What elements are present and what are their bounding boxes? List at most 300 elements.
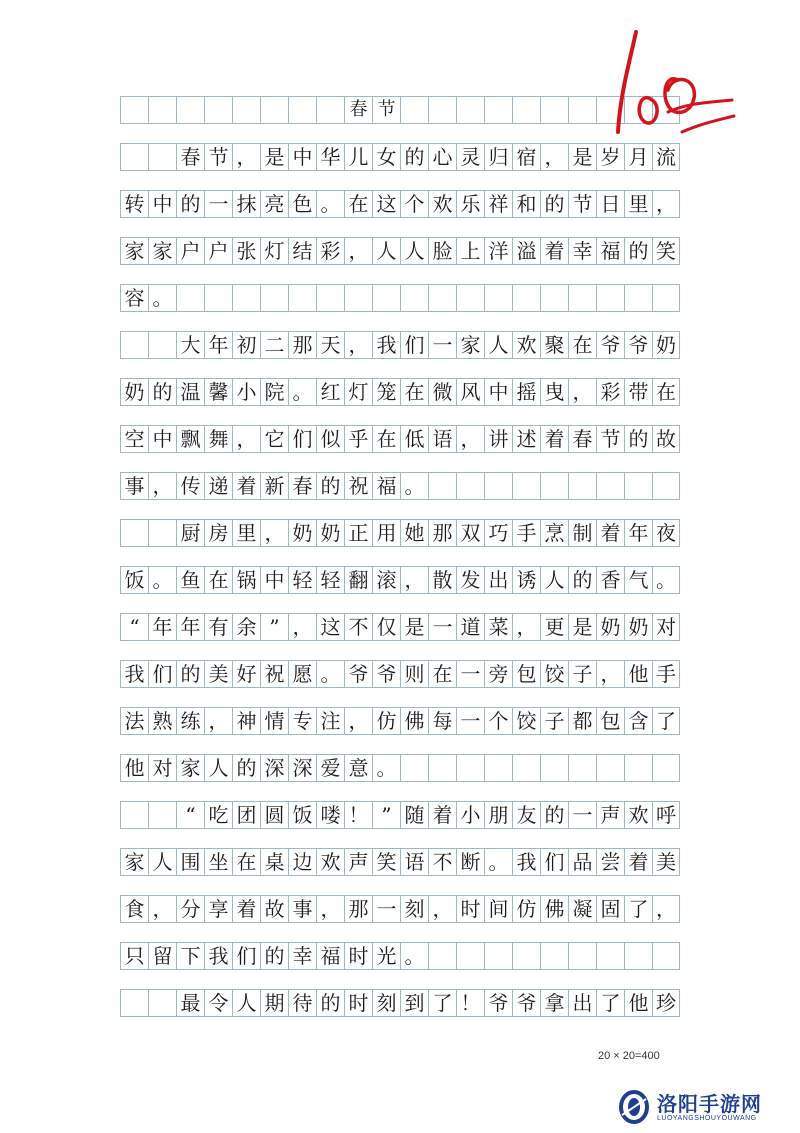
grid-cell: 们 bbox=[288, 425, 316, 453]
grid-cell: 道 bbox=[456, 613, 484, 641]
grid-cell: 祥 bbox=[484, 190, 512, 218]
grid-cell bbox=[624, 284, 652, 312]
grid-cell: 初 bbox=[232, 331, 260, 359]
grid-cell bbox=[428, 96, 456, 124]
grid-cell: 奶 bbox=[596, 613, 624, 641]
grid-cell: 月 bbox=[624, 143, 652, 171]
grid-cell: 我 bbox=[512, 848, 540, 876]
grid-cell: 家 bbox=[148, 237, 176, 265]
grid-cell: 了 bbox=[652, 707, 680, 735]
grid-cell: 舞 bbox=[204, 425, 232, 453]
grid-cell bbox=[456, 754, 484, 782]
text-row bbox=[120, 284, 680, 312]
grid-cell: 间 bbox=[484, 895, 512, 923]
text-row bbox=[120, 472, 680, 500]
grid-cell: 中 bbox=[288, 143, 316, 171]
grid-cell bbox=[456, 284, 484, 312]
grid-cell: 期 bbox=[260, 989, 288, 1017]
grid-cell bbox=[540, 942, 568, 970]
grid-cell: 他 bbox=[624, 660, 652, 688]
grid-cell: 时 bbox=[344, 989, 372, 1017]
grid-cell bbox=[120, 989, 148, 1017]
grid-cell bbox=[400, 284, 428, 312]
grid-cell: 子 bbox=[540, 707, 568, 735]
grid-cell: ， bbox=[232, 425, 260, 453]
grid-cell bbox=[148, 519, 176, 547]
grid-cell: 人 bbox=[484, 331, 512, 359]
grid-cell: 福 bbox=[596, 237, 624, 265]
grid-cell: 爱 bbox=[316, 754, 344, 782]
grid-cell: 笼 bbox=[372, 378, 400, 406]
grid-cell: 发 bbox=[456, 566, 484, 594]
grid-cell: 诱 bbox=[512, 566, 540, 594]
grid-cell: 菜 bbox=[484, 613, 512, 641]
text-row bbox=[120, 989, 680, 1017]
grid-cell: 锅 bbox=[232, 566, 260, 594]
grid-cell: 天 bbox=[316, 331, 344, 359]
grid-cell bbox=[288, 284, 316, 312]
grid-cell: 一 bbox=[456, 707, 484, 735]
grid-cell: 中 bbox=[484, 378, 512, 406]
grid-cell: 大 bbox=[176, 331, 204, 359]
grid-cell bbox=[120, 519, 148, 547]
grid-cell: 出 bbox=[484, 566, 512, 594]
grid-cell bbox=[540, 472, 568, 500]
grid-cell: 着 bbox=[540, 425, 568, 453]
grid-cell bbox=[176, 284, 204, 312]
grid-cell: 在 bbox=[400, 378, 428, 406]
grid-cell: ， bbox=[344, 331, 372, 359]
grid-cell: 手 bbox=[652, 660, 680, 688]
grid-cell bbox=[316, 96, 344, 124]
text-row bbox=[120, 660, 680, 688]
grid-cell: 佛 bbox=[400, 707, 428, 735]
grid-cell: 轻 bbox=[316, 566, 344, 594]
grid-cell bbox=[456, 472, 484, 500]
grid-cell: 一 bbox=[204, 190, 232, 218]
grid-cell: 桌 bbox=[260, 848, 288, 876]
grid-cell: 们 bbox=[400, 331, 428, 359]
grid-cell: 奶 bbox=[316, 519, 344, 547]
grid-cell: 彩 bbox=[596, 378, 624, 406]
grid-cell: 它 bbox=[260, 425, 288, 453]
watermark-name: 洛阳手游网 bbox=[657, 1091, 762, 1116]
grid-cell: 一 bbox=[372, 895, 400, 923]
grid-cell: 声 bbox=[344, 848, 372, 876]
grid-cell: 馨 bbox=[204, 378, 232, 406]
grid-cell: 对 bbox=[652, 613, 680, 641]
grid-cell: 微 bbox=[428, 378, 456, 406]
grid-cell: 似 bbox=[316, 425, 344, 453]
grid-cell: 饺 bbox=[540, 660, 568, 688]
grid-cell: 华 bbox=[316, 143, 344, 171]
grid-cell: 房 bbox=[204, 519, 232, 547]
grid-cell bbox=[512, 284, 540, 312]
grid-cell: 奶 bbox=[652, 331, 680, 359]
grid-cell: 人 bbox=[204, 754, 232, 782]
grid-cell bbox=[148, 801, 176, 829]
grid-cell: 欢 bbox=[316, 848, 344, 876]
grid-cell: 里 bbox=[232, 519, 260, 547]
grid-cell: 中 bbox=[260, 566, 288, 594]
grid-cell: 张 bbox=[232, 237, 260, 265]
grid-cell: 祝 bbox=[344, 472, 372, 500]
grid-cell: 红 bbox=[316, 378, 344, 406]
grid-cell: 。 bbox=[148, 284, 176, 312]
grid-cell bbox=[512, 472, 540, 500]
grid-cell: 一 bbox=[428, 613, 456, 641]
grid-cell: 时 bbox=[456, 895, 484, 923]
grid-cell: 每 bbox=[428, 707, 456, 735]
grid-cell: ， bbox=[512, 613, 540, 641]
grid-cell: 刻 bbox=[372, 989, 400, 1017]
grid-cell: 福 bbox=[372, 472, 400, 500]
grid-cell: 爷 bbox=[596, 331, 624, 359]
grid-cell: 的 bbox=[176, 660, 204, 688]
grid-cell: 人 bbox=[400, 237, 428, 265]
grid-cell: 下 bbox=[176, 942, 204, 970]
grid-cell bbox=[540, 754, 568, 782]
grid-cell: 饭 bbox=[288, 801, 316, 829]
grid-cell: 饭 bbox=[120, 566, 148, 594]
text-row bbox=[120, 519, 680, 547]
grid-cell: 个 bbox=[400, 190, 428, 218]
grid-cell: 灯 bbox=[260, 237, 288, 265]
grid-cell: 。 bbox=[484, 848, 512, 876]
grid-cell bbox=[204, 284, 232, 312]
grid-cell: 。 bbox=[316, 660, 344, 688]
grid-cell: 在 bbox=[652, 378, 680, 406]
grid-cell: 。 bbox=[400, 942, 428, 970]
grid-cell: 不 bbox=[344, 613, 372, 641]
grid-cell: 气 bbox=[624, 566, 652, 594]
text-row bbox=[120, 895, 680, 923]
grid-cell: 美 bbox=[204, 660, 232, 688]
grid-cell bbox=[344, 284, 372, 312]
grid-cell: 是 bbox=[568, 143, 596, 171]
text-row bbox=[120, 848, 680, 876]
grid-cell: 声 bbox=[596, 801, 624, 829]
grid-cell bbox=[148, 989, 176, 1017]
grid-cell bbox=[428, 754, 456, 782]
grid-cell: 奶 bbox=[120, 378, 148, 406]
grid-cell: 。 bbox=[652, 566, 680, 594]
grid-cell: 神 bbox=[232, 707, 260, 735]
grid-cell: 事 bbox=[120, 472, 148, 500]
grid-cell: 她 bbox=[400, 519, 428, 547]
grid-cell bbox=[484, 96, 512, 124]
grid-cell: 朋 bbox=[484, 801, 512, 829]
grid-cell: 小 bbox=[456, 801, 484, 829]
grid-cell: 这 bbox=[316, 613, 344, 641]
grid-cell bbox=[624, 754, 652, 782]
grid-cell: 院 bbox=[260, 378, 288, 406]
grid-cell bbox=[120, 331, 148, 359]
grid-cell: 人 bbox=[372, 237, 400, 265]
grid-cell: ， bbox=[316, 895, 344, 923]
grid-cell: 结 bbox=[288, 237, 316, 265]
grid-cell: 坐 bbox=[204, 848, 232, 876]
grid-cell: ， bbox=[652, 895, 680, 923]
grid-cell: 吃 bbox=[204, 801, 232, 829]
text-row bbox=[120, 707, 680, 735]
grid-cell bbox=[484, 754, 512, 782]
grid-cell: 我 bbox=[372, 331, 400, 359]
grid-cell: 递 bbox=[204, 472, 232, 500]
grid-cell: 不 bbox=[428, 848, 456, 876]
grid-cell bbox=[148, 331, 176, 359]
grid-cell: 断 bbox=[456, 848, 484, 876]
grid-cell: 我 bbox=[120, 660, 148, 688]
grid-cell: 抹 bbox=[232, 190, 260, 218]
grid-cell: 了 bbox=[428, 989, 456, 1017]
grid-cell: 鱼 bbox=[176, 566, 204, 594]
grid-count-note: 20 × 20=400 bbox=[598, 1050, 660, 1062]
grid-cell: 欢 bbox=[512, 331, 540, 359]
grid-cell: 巧 bbox=[484, 519, 512, 547]
grid-cell: 年 bbox=[624, 519, 652, 547]
grid-cell: 那 bbox=[344, 895, 372, 923]
grid-cell: ， bbox=[568, 378, 596, 406]
grid-cell: ， bbox=[148, 895, 176, 923]
grid-cell: 人 bbox=[232, 989, 260, 1017]
grid-cell bbox=[568, 284, 596, 312]
grid-cell: ， bbox=[456, 425, 484, 453]
grid-cell: 故 bbox=[260, 895, 288, 923]
grid-cell: 只 bbox=[120, 942, 148, 970]
grid-cell: 宿 bbox=[512, 143, 540, 171]
grid-cell: 幸 bbox=[288, 942, 316, 970]
grid-cell: 仿 bbox=[372, 707, 400, 735]
grid-cell: 边 bbox=[288, 848, 316, 876]
grid-cell: 聚 bbox=[540, 331, 568, 359]
composition-sheet bbox=[120, 96, 680, 1036]
grid-cell: 夜 bbox=[652, 519, 680, 547]
grid-cell bbox=[568, 472, 596, 500]
grid-cell: 熟 bbox=[148, 707, 176, 735]
grid-cell: 双 bbox=[456, 519, 484, 547]
grid-cell: 团 bbox=[232, 801, 260, 829]
grid-cell: 笑 bbox=[372, 848, 400, 876]
grid-cell: 奶 bbox=[288, 519, 316, 547]
watermark-domain: LUOYANGSHOUYOUWANG bbox=[657, 1114, 757, 1122]
grid-cell: 愿 bbox=[288, 660, 316, 688]
grid-cell: 着 bbox=[540, 237, 568, 265]
grid-cell: 分 bbox=[176, 895, 204, 923]
grid-cell: 亮 bbox=[260, 190, 288, 218]
grid-cell: 传 bbox=[176, 472, 204, 500]
grid-cell: 烹 bbox=[540, 519, 568, 547]
grid-cell: 灯 bbox=[344, 378, 372, 406]
grid-cell: 有 bbox=[204, 613, 232, 641]
grid-cell: ， bbox=[596, 660, 624, 688]
grid-cell: 在 bbox=[204, 566, 232, 594]
grid-cell: 是 bbox=[568, 613, 596, 641]
text-row bbox=[120, 237, 680, 265]
grid-cell: 家 bbox=[176, 754, 204, 782]
grid-cell: 他 bbox=[120, 754, 148, 782]
grid-cell: 们 bbox=[232, 942, 260, 970]
grid-cell: ” bbox=[260, 613, 288, 641]
grid-cell: 香 bbox=[596, 566, 624, 594]
grid-cell: 凝 bbox=[568, 895, 596, 923]
grid-cell: 在 bbox=[232, 848, 260, 876]
grid-cell bbox=[232, 284, 260, 312]
grid-cell: 归 bbox=[484, 143, 512, 171]
grid-cell: 的 bbox=[400, 143, 428, 171]
grid-cell bbox=[400, 754, 428, 782]
grid-cell: 呼 bbox=[652, 801, 680, 829]
grid-cell: 溢 bbox=[512, 237, 540, 265]
grid-cell: 着 bbox=[232, 895, 260, 923]
text-row bbox=[120, 378, 680, 406]
grid-cell: 正 bbox=[344, 519, 372, 547]
grid-cell bbox=[260, 284, 288, 312]
grid-cell: 节 bbox=[204, 143, 232, 171]
grid-cell: 用 bbox=[372, 519, 400, 547]
text-row bbox=[120, 754, 680, 782]
grid-cell: 的 bbox=[232, 754, 260, 782]
grid-cell: 着 bbox=[596, 519, 624, 547]
grid-cell: 爷 bbox=[372, 660, 400, 688]
grid-cell bbox=[148, 96, 176, 124]
grid-cell: 语 bbox=[400, 848, 428, 876]
grid-cell: 更 bbox=[540, 613, 568, 641]
grid-cell bbox=[148, 143, 176, 171]
grid-cell: “ bbox=[176, 801, 204, 829]
text-row bbox=[120, 566, 680, 594]
grid-cell: 含 bbox=[624, 707, 652, 735]
grid-cell bbox=[456, 96, 484, 124]
grid-cell bbox=[624, 472, 652, 500]
grid-cell: 人 bbox=[540, 566, 568, 594]
grid-cell bbox=[512, 754, 540, 782]
grid-cell bbox=[232, 96, 260, 124]
grid-cell: 最 bbox=[176, 989, 204, 1017]
grid-cell: 一 bbox=[568, 801, 596, 829]
grid-cell: 的 bbox=[624, 237, 652, 265]
grid-cell bbox=[456, 942, 484, 970]
grid-cell: 节 bbox=[568, 190, 596, 218]
grid-cell: 意 bbox=[344, 754, 372, 782]
grid-cell: 年 bbox=[204, 331, 232, 359]
grid-cell: 。 bbox=[288, 378, 316, 406]
grid-cell: 风 bbox=[456, 378, 484, 406]
grid-cell: 拿 bbox=[540, 989, 568, 1017]
grid-cell: 着 bbox=[624, 848, 652, 876]
grid-cell: 儿 bbox=[344, 143, 372, 171]
grid-cell: 中 bbox=[148, 190, 176, 218]
grid-cell: 低 bbox=[400, 425, 428, 453]
grid-cell: 。 bbox=[148, 566, 176, 594]
grid-cell: 享 bbox=[204, 895, 232, 923]
grid-cell: 家 bbox=[120, 237, 148, 265]
grid-cell: 在 bbox=[372, 425, 400, 453]
grid-cell: 那 bbox=[288, 331, 316, 359]
grid-cell: ， bbox=[344, 237, 372, 265]
grid-cell: 刻 bbox=[400, 895, 428, 923]
grid-cell: 里 bbox=[624, 190, 652, 218]
grid-cell: 曳 bbox=[540, 378, 568, 406]
grid-cell: 食 bbox=[120, 895, 148, 923]
grid-cell: 法 bbox=[120, 707, 148, 735]
grid-cell: 春 bbox=[568, 425, 596, 453]
grid-cell: 彩 bbox=[316, 237, 344, 265]
grid-cell: 光 bbox=[372, 942, 400, 970]
grid-cell: 圆 bbox=[260, 801, 288, 829]
grid-cell: 岁 bbox=[596, 143, 624, 171]
grid-cell: 佛 bbox=[540, 895, 568, 923]
grid-cell: 事 bbox=[288, 895, 316, 923]
text-row bbox=[120, 425, 680, 453]
grid-cell: 的 bbox=[316, 989, 344, 1017]
grid-cell: 在 bbox=[344, 190, 372, 218]
grid-cell: 令 bbox=[204, 989, 232, 1017]
grid-cell: 是 bbox=[400, 613, 428, 641]
grid-cell: ， bbox=[400, 566, 428, 594]
grid-cell bbox=[596, 754, 624, 782]
grid-cell: ， bbox=[288, 613, 316, 641]
grid-cell: 飘 bbox=[176, 425, 204, 453]
grid-cell bbox=[288, 96, 316, 124]
grid-cell: 好 bbox=[232, 660, 260, 688]
grid-cell: ！ bbox=[344, 801, 372, 829]
grid-cell: 们 bbox=[148, 660, 176, 688]
grid-cell: 爷 bbox=[344, 660, 372, 688]
grid-cell bbox=[484, 942, 512, 970]
text-row bbox=[120, 801, 680, 829]
grid-cell bbox=[652, 472, 680, 500]
grid-cell: ， bbox=[540, 143, 568, 171]
grid-cell: 乐 bbox=[456, 190, 484, 218]
grid-cell: 是 bbox=[260, 143, 288, 171]
grid-cell: 幸 bbox=[568, 237, 596, 265]
grid-cell: 爷 bbox=[484, 989, 512, 1017]
grid-cell: 流 bbox=[652, 143, 680, 171]
text-row bbox=[120, 942, 680, 970]
grid-cell: 包 bbox=[512, 660, 540, 688]
grid-cell: 都 bbox=[568, 707, 596, 735]
grid-cell: 祝 bbox=[260, 660, 288, 688]
grid-cell: 着 bbox=[428, 801, 456, 829]
grid-cell: 的 bbox=[148, 378, 176, 406]
grid-cell: 着 bbox=[232, 472, 260, 500]
grid-cell: 的 bbox=[540, 801, 568, 829]
grid-cell: 他 bbox=[624, 989, 652, 1017]
grid-cell: 饺 bbox=[512, 707, 540, 735]
grid-cell: 到 bbox=[400, 989, 428, 1017]
grid-cell: 包 bbox=[596, 707, 624, 735]
grid-cell: 的 bbox=[540, 190, 568, 218]
site-watermark bbox=[617, 1087, 792, 1127]
grid-cell: 户 bbox=[204, 237, 232, 265]
grid-cell: 述 bbox=[512, 425, 540, 453]
handwritten-score-mark bbox=[590, 20, 740, 150]
grid-cell bbox=[120, 143, 148, 171]
text-row bbox=[120, 331, 680, 359]
grid-cell: 深 bbox=[288, 754, 316, 782]
grid-cell: 们 bbox=[540, 848, 568, 876]
grid-cell: 春 bbox=[288, 472, 316, 500]
grid-cell: 子 bbox=[568, 660, 596, 688]
grid-cell: 爷 bbox=[624, 331, 652, 359]
grid-cell: 我 bbox=[204, 942, 232, 970]
grid-cell: 。 bbox=[400, 472, 428, 500]
grid-cell bbox=[176, 96, 204, 124]
grid-cell: 练 bbox=[176, 707, 204, 735]
grid-cell: 尝 bbox=[596, 848, 624, 876]
grid-cell bbox=[484, 472, 512, 500]
